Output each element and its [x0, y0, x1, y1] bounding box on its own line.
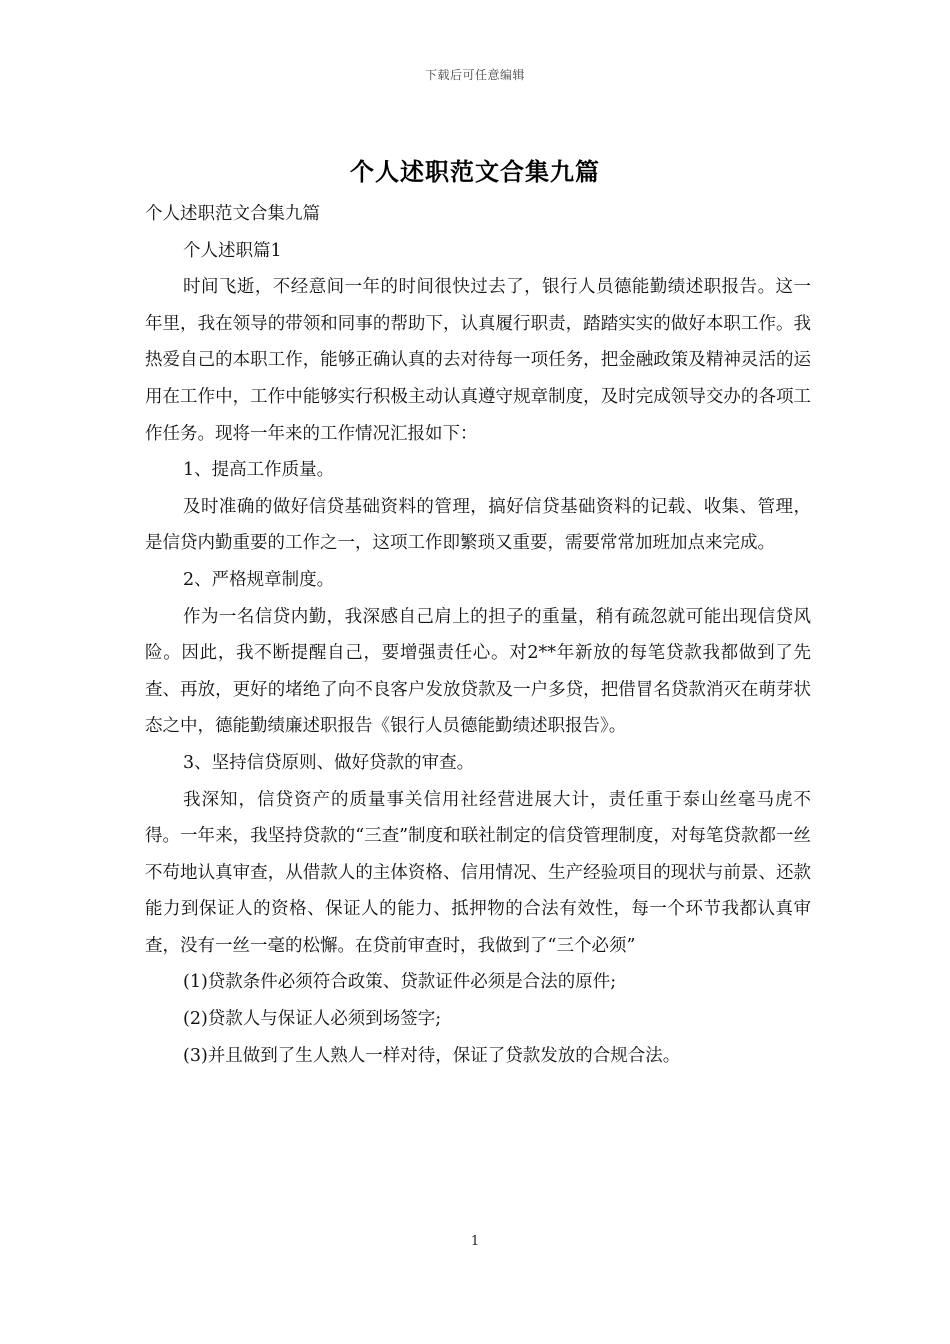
paragraph-intro: 时间飞逝，不经意间一年的时间很快过去了，银行人员德能勤绩述职报告。这一年里，我在领导的带领和同事的帮助下，认真履行职责，踏踏实实的做好本职工作。我热爱自己的本职工作，能够正确认真的去对待每一项任务，把金融政策及精神灵活的运用在工作中，工作中能够实行积极主动认真遵守规章制度，及时完成领导交办的各项工作任务。现将一年来的工作情况汇报如下： [145, 277, 811, 444]
paragraph-item-2-body: 作为一名信贷内勤，我深感自己肩上的担子的重量，稍有疏忽就可能出现信贷风险。因此，我不断提醒自己，要增强责任心。对2**年新放的每笔贷款我都做到了先查、再放，更好的堵绝了向不良客户发放贷款及一户多贷，把借冒名贷款消灭在萌芽状态之中，德能勤绩廉述职报告《银行人员德能勤绩述职报告》。 [145, 606, 811, 737]
paragraph-section-heading: 个人述职篇1 [183, 240, 282, 261]
paragraph-item-2-heading: 2、严格规章制度。 [183, 569, 335, 590]
header-note: 下载后可任意编辑 [424, 68, 525, 82]
paragraph-item-1-body: 及时准确的做好信贷基础资料的管理，搞好信贷基础资料的记载、收集、管理，是信贷内勤重要的工作之一，这项工作即繁琐又重要，需要常常加班加点来完成。 [145, 496, 811, 554]
paragraph-list-item-3: (3)并且做到了生人熟人一样对待，保证了贷款发放的合规合法。 [183, 1045, 681, 1066]
page-number: 1 [470, 1234, 480, 1249]
paragraph-item-1-heading: 1、提高工作质量。 [183, 460, 335, 481]
paragraph-item-3-heading: 3、坚持信贷原则、做好贷款的审查。 [183, 752, 475, 773]
paragraph-item-3-body: 我深知，信贷资产的质量事关信用社经营进展大计，责任重于泰山丝毫马虎不得。一年来，我坚持贷款的“三查”制度和联社制定的信贷管理制度，对每笔贷款都一丝不苟地认真审查，从借款人的主体资格、信用情况、生产经验项目的现状与前景、还款能力到保证人的资格、保证人的能力、抵押物的合法有效性，每一个环节我都认真审查，没有一丝一毫的松懈。在贷前审查时，我做到了“三个必须” [145, 789, 811, 956]
paragraph-list-item-1: (1)贷款条件必须符合政策、贷款证件必须是合法的原件; [183, 972, 617, 993]
document-body [145, 196, 811, 1074]
paragraph-subtitle: 个人述职范文合集九篇 [145, 204, 320, 224]
document-title: 个人述职范文合集九篇 [350, 157, 600, 186]
paragraph-list-item-2: (2)贷款人与保证人必须到场签字; [183, 1009, 442, 1030]
